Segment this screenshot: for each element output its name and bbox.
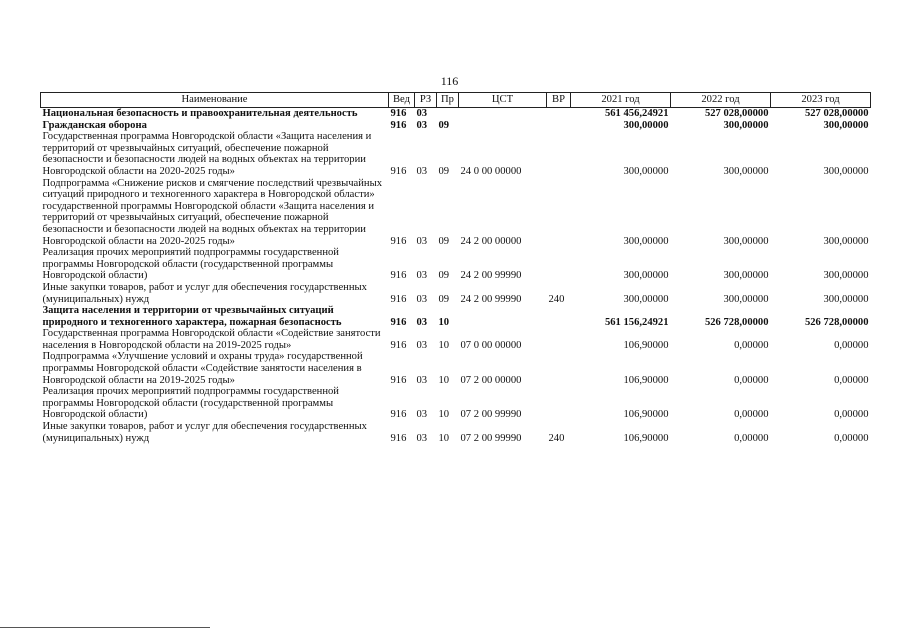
row-pr: 10 [438, 432, 450, 444]
row-rz: 03 [416, 409, 428, 421]
row-2021: 300,00000 [623, 270, 669, 282]
row-2021: 106,90000 [623, 339, 669, 351]
row-2021: 300,00000 [623, 293, 669, 305]
footer-divider [0, 627, 210, 628]
row-pr: 09 [438, 270, 450, 282]
row-name: Реализация прочих мероприятий подпрограммы государственной программы Новгородской области (государственной программы Новгородской области) [42, 386, 339, 421]
table-row [41, 131, 871, 177]
row-cst: 24 2 00 99990 [460, 293, 522, 305]
row-2022: 300,00000 [723, 119, 769, 131]
row-2023: 527 028,00000 [804, 108, 869, 119]
row-ved: 916 [390, 165, 407, 177]
row-ved: 916 [390, 316, 407, 328]
row-vr [547, 120, 571, 132]
table-row [41, 421, 871, 444]
row-2022: 526 728,00000 [704, 316, 769, 328]
row-2022: 300,00000 [723, 165, 769, 177]
row-ved: 916 [390, 270, 407, 282]
row-cst [459, 108, 547, 120]
row-rz: 03 [416, 108, 428, 119]
row-name: Подпрограмма «Улучшение условий и охраны труда» государственной программы Новгородской области «Содействие занятости населения в Новгородской области на 2019-2025 годы» [42, 351, 363, 386]
page-number: 116 [440, 74, 459, 88]
header-cst: ЦСТ [459, 93, 547, 108]
row-vr [547, 386, 571, 421]
header-name: Наименование [41, 93, 389, 108]
row-2023: 300,00000 [823, 235, 869, 247]
row-cst [459, 120, 547, 132]
row-2022: 300,00000 [723, 270, 769, 282]
row-vr [547, 108, 571, 120]
row-2023: 0,00000 [834, 432, 869, 444]
row-pr: 09 [438, 165, 450, 177]
table-row [41, 282, 871, 305]
table-row [41, 305, 871, 328]
row-name: Государственная программа Новгородской области «Защита населения и территорий от чрезвычайных ситуаций, обеспечение пожарной безопасности и безопасности людей на водных объектах на территории Новгородской области на 2020-2025 годы» [42, 131, 372, 177]
row-rz: 03 [416, 339, 428, 351]
header-2023: 2023 год [771, 93, 871, 108]
budget-table [40, 92, 871, 444]
row-pr [437, 108, 459, 120]
row-vr [547, 131, 571, 177]
row-rz: 03 [416, 432, 428, 444]
row-2022: 0,00000 [734, 409, 769, 421]
row-2023: 0,00000 [834, 339, 869, 351]
row-rz: 03 [416, 270, 428, 282]
row-name: Государственная программа Новгородской области «Содействие занятости населения в Новгородской области на 2019-2025 годы» [42, 328, 381, 351]
table-row [41, 247, 871, 282]
row-2022: 300,00000 [723, 293, 769, 305]
row-name: Иные закупки товаров, работ и услуг для обеспечения государственных (муниципальных) нужд [42, 421, 367, 444]
row-cst: 07 2 00 99990 [460, 409, 522, 421]
row-2022: 0,00000 [734, 374, 769, 386]
row-cst: 24 2 00 99990 [460, 270, 522, 282]
row-vr [547, 351, 571, 386]
row-ved: 916 [390, 293, 407, 305]
row-rz: 03 [416, 316, 428, 328]
row-ved: 916 [390, 235, 407, 247]
row-2021: 300,00000 [623, 235, 669, 247]
row-rz: 03 [416, 235, 428, 247]
row-ved: 916 [390, 119, 407, 131]
row-2021: 106,90000 [623, 432, 669, 444]
row-name: Защита населения и территории от чрезвычайных ситуаций природного и техногенного характера, пожарная безопасность [42, 305, 342, 328]
row-2021: 106,90000 [623, 409, 669, 421]
header-vr: ВР [547, 93, 571, 108]
header-2021: 2021 год [571, 93, 671, 108]
row-rz: 03 [416, 374, 428, 386]
row-ved: 916 [390, 339, 407, 351]
header-2022: 2022 год [671, 93, 771, 108]
row-vr: 240 [548, 293, 565, 305]
row-2023: 300,00000 [823, 270, 869, 282]
row-2022: 0,00000 [734, 339, 769, 351]
row-rz: 03 [416, 165, 428, 177]
row-vr [547, 305, 571, 328]
row-name: Иные закупки товаров, работ и услуг для обеспечения государственных (муниципальных) нужд [42, 281, 367, 305]
table-row [41, 120, 871, 132]
row-2022: 0,00000 [734, 432, 769, 444]
row-name: Подпрограмма «Снижение рисков и смягчение последствий чрезвычайных ситуаций природного и техногенного характера в Новгородской области» государственной программы Новгородской области «Защита населения и территорий от чрезвычайных ситуаций, обеспечение пожарной безопасности и безопасности людей на водных объектах на территории Новгородской области на 2020-2025 годы» [42, 177, 383, 247]
row-2021: 561 456,24921 [604, 108, 669, 119]
row-pr: 09 [438, 293, 450, 305]
row-cst: 07 0 00 00000 [460, 339, 522, 351]
header-rz: РЗ [415, 93, 437, 108]
row-rz: 03 [416, 293, 428, 305]
row-ved: 916 [390, 409, 407, 421]
table-row [41, 351, 871, 386]
row-pr: 10 [438, 374, 450, 386]
row-cst: 07 2 00 00000 [460, 374, 522, 386]
row-vr: 240 [548, 432, 565, 444]
row-vr [547, 247, 571, 282]
row-2023: 300,00000 [823, 119, 869, 131]
row-2022: 300,00000 [723, 235, 769, 247]
row-cst: 24 0 00 00000 [460, 165, 522, 177]
row-cst: 07 2 00 99990 [460, 432, 522, 444]
row-cst [459, 305, 547, 328]
table-row [41, 108, 871, 120]
row-2023: 300,00000 [823, 293, 869, 305]
row-2021: 106,90000 [623, 374, 669, 386]
row-2021: 561 156,24921 [604, 316, 669, 328]
row-vr [547, 328, 571, 351]
row-name: Реализация прочих мероприятий подпрограммы государственной программы Новгородской области (государственной программы Новгородской области) [42, 247, 339, 282]
header-pr: Пр [437, 93, 459, 108]
row-2023: 526 728,00000 [804, 316, 869, 328]
row-pr: 10 [438, 339, 450, 351]
row-2021: 300,00000 [623, 165, 669, 177]
row-vr [547, 178, 571, 248]
row-rz: 03 [416, 119, 428, 131]
row-2023: 300,00000 [823, 165, 869, 177]
row-ved: 916 [390, 432, 407, 444]
row-name: Гражданская оборона [42, 119, 147, 131]
row-2022: 527 028,00000 [704, 108, 769, 119]
row-ved: 916 [390, 374, 407, 386]
table-row [41, 178, 871, 248]
row-pr: 10 [438, 409, 450, 421]
row-pr: 09 [438, 235, 450, 247]
table-row [41, 386, 871, 421]
row-name: Национальная безопасность и правоохранительная деятельность [42, 108, 358, 119]
row-pr: 09 [438, 119, 450, 131]
row-cst: 24 2 00 00000 [460, 235, 522, 247]
row-pr: 10 [438, 316, 450, 328]
header-ved: Вед [389, 93, 415, 108]
table-header-row [41, 93, 871, 108]
table-row [41, 328, 871, 351]
row-2023: 0,00000 [834, 409, 869, 421]
row-ved: 916 [390, 108, 407, 119]
row-2021: 300,00000 [623, 119, 669, 131]
row-2023: 0,00000 [834, 374, 869, 386]
